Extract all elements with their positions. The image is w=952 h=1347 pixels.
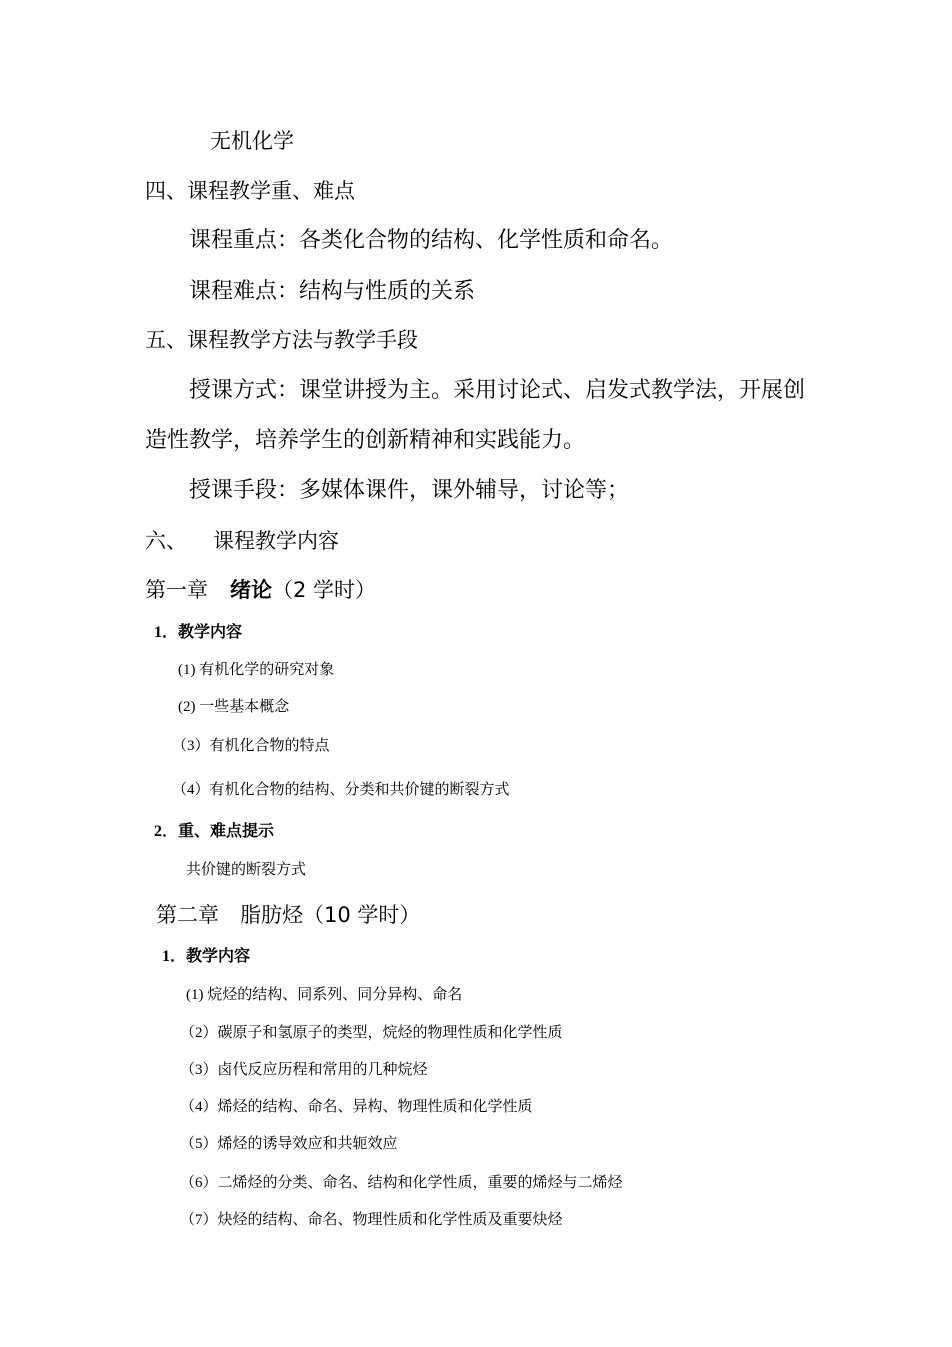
chapter1-item: （4）有机化合物的结构、分类和共价键的断裂方式 (172, 782, 510, 798)
chapter2-item: （7）炔烃的结构、命名、物理性质和化学性质及重要炔烃 (180, 1212, 563, 1228)
section6-number: 六、 (145, 529, 187, 553)
chapter1-content-title: 1．教学内容 (154, 624, 243, 641)
chapter2-item: （5）烯烃的诱导效应和共轭效应 (180, 1136, 398, 1152)
chapter2-item: （3）卤代反应历程和常用的几种烷烃 (180, 1062, 428, 1078)
section4-heading: 四、课程教学重、难点 (145, 179, 355, 203)
chapter1-item: (1) 有机化学的研究对象 (178, 662, 335, 678)
chapter1-hours: （2 学时） (272, 578, 377, 602)
chapter1-item: (2) 一些基本概念 (178, 699, 290, 715)
teaching-mode-line2: 造性教学，培养学生的创新精神和实践能力。 (145, 428, 586, 453)
section6-title: 课程教学内容 (213, 529, 339, 553)
chapter2-content-title: 1．教学内容 (162, 948, 251, 965)
teaching-means-line: 授课手段：多媒体课件，课外辅导，讨论等； (189, 478, 630, 503)
chapter1-item: （3）有机化合物的特点 (172, 738, 330, 754)
chapter1-key-text: 共价键的断裂方式 (186, 862, 307, 878)
chapter1-prefix: 第一章 (145, 578, 208, 602)
teaching-mode-line1: 授课方式：课堂讲授为主。采用讨论式、启发式教学法，开展创 (189, 378, 806, 403)
difficulties-line: 课程难点：结构与性质的关系 (189, 279, 476, 304)
preceding-line: 无机化学 (210, 129, 294, 153)
key-points-line: 课程重点：各类化合物的结构、化学性质和命名。 (189, 228, 674, 253)
chapter1-name: 绪论 (230, 578, 272, 602)
chapter1-heading (145, 580, 376, 601)
chapter2-item: (1) 烷烃的结构、同系列、同分异构、命名 (186, 987, 463, 1003)
chapter2-heading: 第二章 脂肪烃（10 学时） (156, 903, 421, 927)
chapter2-item: （2）碳原子和氢原子的类型，烷烃的物理性质和化学性质 (180, 1025, 563, 1041)
section5-heading: 五、课程教学方法与教学手段 (145, 328, 418, 352)
chapter2-item: （4）烯烃的结构、命名、异构、物理性质和化学性质 (180, 1099, 533, 1115)
chapter1-key-title: 2．重、难点提示 (154, 823, 275, 840)
chapter2-item: （6）二烯烃的分类、命名、结构和化学性质，重要的烯烃与二烯烃 (180, 1175, 623, 1191)
